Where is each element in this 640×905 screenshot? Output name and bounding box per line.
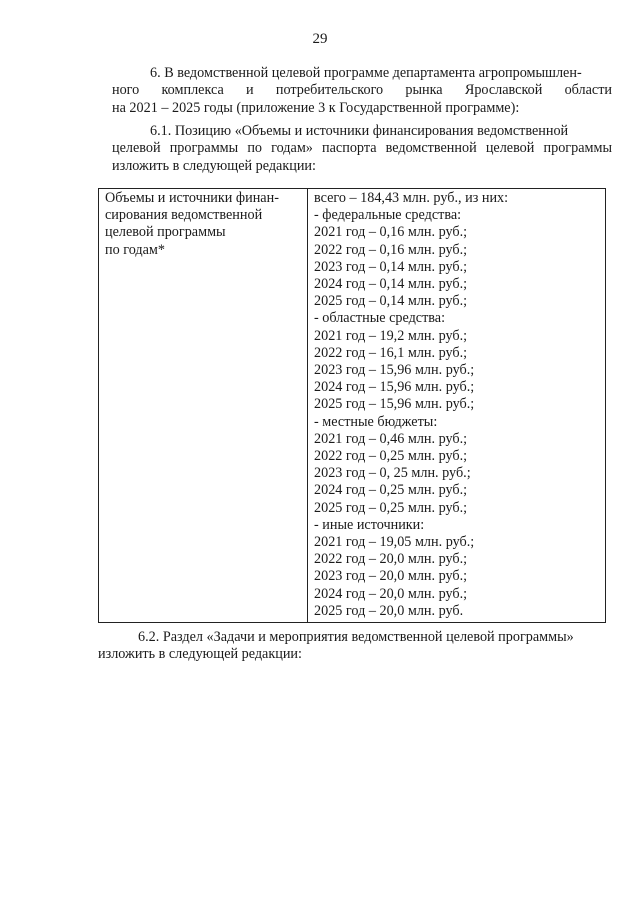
year-amount-line: 2021 год – 0,16 млн. руб.; [314,224,468,241]
item-6-1-paragraph [112,123,612,175]
section-6-paragraph [112,65,612,117]
item-6-2-line-1: 6.2. Раздел «Задачи и мероприятия ведомственной целевой программы» [138,629,574,645]
label-line: целевой программы [105,224,226,241]
year-amount-line: 2025 год – 15,96 млн. руб.; [314,396,475,413]
year-amount-line: 2025 год – 0,25 млн. руб.; [314,499,468,516]
year-amount-line: 2025 год – 0,14 млн. руб.; [314,293,468,310]
label-line: сирования ведомственной [105,207,263,224]
year-amount-line: 2022 год – 0,25 млн. руб.; [314,448,468,465]
source-heading: - областные средства: [314,310,446,327]
year-amount-line: 2022 год – 0,16 млн. руб.; [314,241,468,258]
year-amount-line: 2023 год – 15,96 млн. руб.; [314,362,475,379]
year-amount-line: 2022 год – 20,0 млн. руб.; [314,551,468,568]
section-6-line-2: ного комплекса и потребительского рынка Ярославской области [112,82,612,99]
item-6-1-line-3: изложить в следующей редакции: [112,157,316,174]
year-amount-line: 2025 год – 20,0 млн. руб. [314,602,464,619]
page-number: 29 [312,31,328,47]
financing-label-cell [99,189,308,623]
source-heading: - иные источники: [314,516,425,533]
section-6-line-1: 6. В ведомственной целевой программе департамента агропромышлен- [150,65,582,81]
year-amount-line: 2023 год – 0, 25 млн. руб.; [314,465,471,482]
source-heading: - федеральные средства: [314,207,462,224]
item-6-1-line-1: 6.1. Позицию «Объемы и источники финансирования ведомственной [150,123,569,139]
source-heading: - местные бюджеты: [314,413,438,430]
label-line: Объемы и источники финан- [105,190,279,206]
year-amount-line: 2024 год – 0,14 млн. руб.; [314,276,468,293]
item-6-2-paragraph [98,629,612,664]
item-6-2-line-2: изложить в следующей редакции: [98,646,302,663]
financing-table [98,188,606,623]
year-amount-line: 2024 год – 15,96 млн. руб.; [314,379,475,396]
year-amount-line: 2021 год – 19,2 млн. руб.; [314,327,468,344]
year-amount-line: 2023 год – 0,14 млн. руб.; [314,258,468,275]
table-row [99,189,606,623]
section-6-line-3: на 2021 – 2025 годы (приложение 3 к Государственной программе): [112,99,520,116]
year-amount-line: 2021 год – 19,05 млн. руб.; [314,534,475,551]
financing-values-cell [308,189,606,623]
year-amount-line: 2022 год – 16,1 млн. руб.; [314,344,468,361]
year-amount-line: 2024 год – 20,0 млн. руб.; [314,585,468,602]
item-6-1-line-2: целевой программы по годам» паспорта ведомственной целевой программы [112,140,612,157]
year-amount-line: 2021 год – 0,46 млн. руб.; [314,430,468,447]
label-line: по годам* [105,241,165,258]
year-amount-line: 2024 год – 0,25 млн. руб.; [314,482,468,499]
total-line: всего – 184,43 млн. руб., из них: [314,190,509,206]
year-amount-line: 2023 год – 20,0 млн. руб.; [314,568,468,585]
